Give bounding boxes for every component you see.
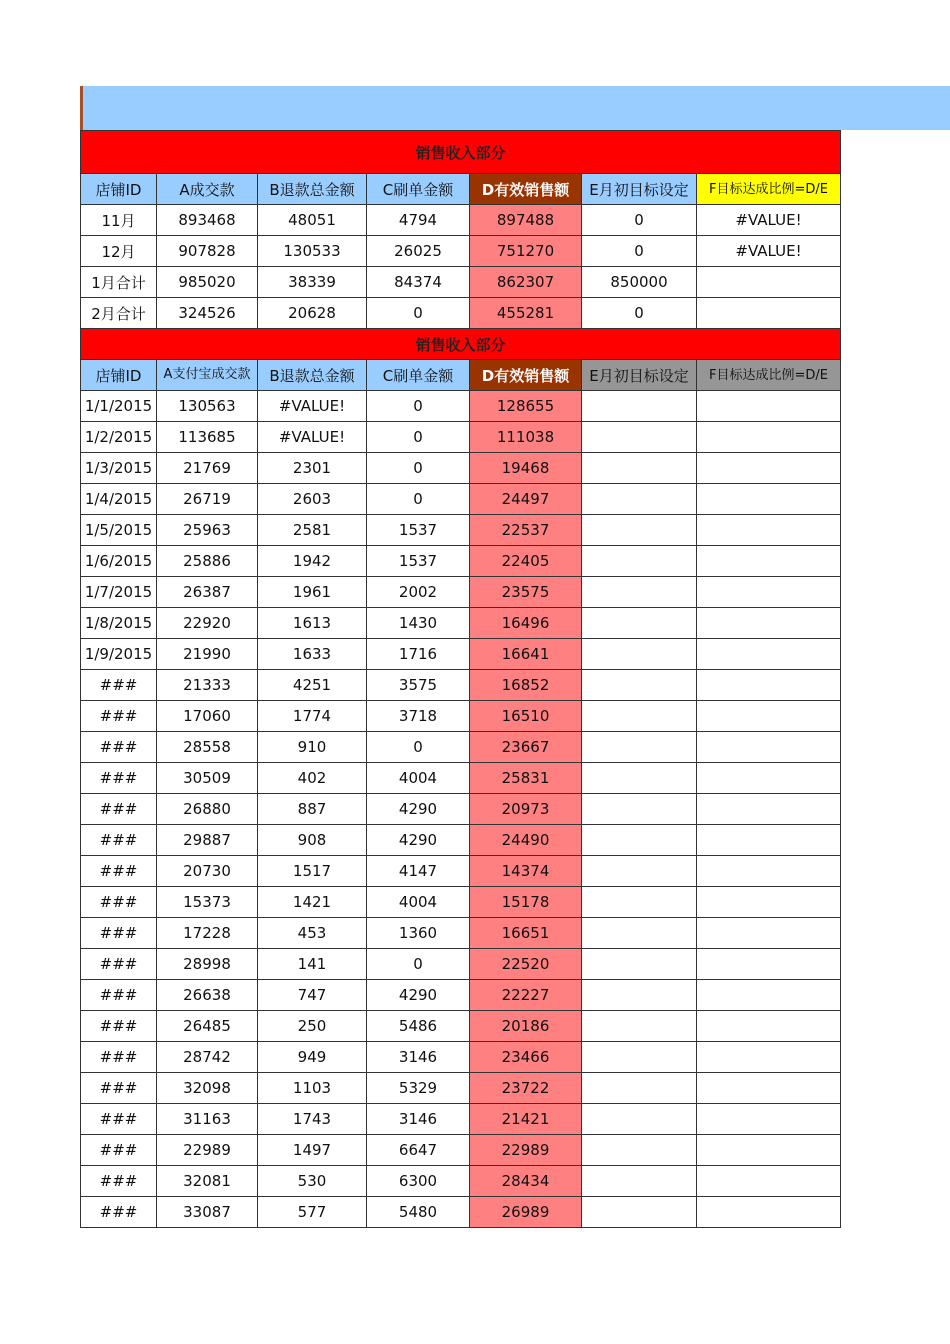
table-row: [81, 1197, 841, 1228]
cell-c: 2002: [367, 577, 470, 608]
cell-f: [697, 980, 841, 1011]
table-row: [81, 1166, 841, 1197]
cell-d: 16651: [470, 918, 582, 949]
cell-d: 128655: [470, 391, 582, 422]
cell-store-id: 1月合计: [81, 267, 157, 298]
cell-d: 14374: [470, 856, 582, 887]
cell-e: [582, 1073, 697, 1104]
cell-e: [582, 1197, 697, 1228]
cell-store-id: ###: [81, 1197, 157, 1228]
cell-f: [697, 484, 841, 515]
column-header-b: B退款总金额: [258, 174, 367, 205]
cell-f: [697, 949, 841, 980]
cell-f: [697, 546, 841, 577]
cell-b: 887: [258, 794, 367, 825]
cell-a: 26638: [157, 980, 258, 1011]
column-header-f: F目标达成比例=D/E: [697, 360, 841, 391]
cell-store-id: ###: [81, 856, 157, 887]
cell-b: 250: [258, 1011, 367, 1042]
cell-a: 130563: [157, 391, 258, 422]
cell-e: [582, 639, 697, 670]
cell-b: #VALUE!: [258, 422, 367, 453]
table-row: [81, 422, 841, 453]
cell-e: [582, 1135, 697, 1166]
cell-store-id: 1/5/2015: [81, 515, 157, 546]
summary-table: [80, 130, 841, 329]
cell-b: 402: [258, 763, 367, 794]
cell-c: 0: [367, 949, 470, 980]
cell-store-id: 12月: [81, 236, 157, 267]
cell-store-id: ###: [81, 1104, 157, 1135]
cell-c: 0: [367, 298, 470, 329]
table-row: [81, 577, 841, 608]
column-header-store-id: 店铺ID: [81, 360, 157, 391]
column-header-e: E月初目标设定: [582, 360, 697, 391]
cell-a: 26485: [157, 1011, 258, 1042]
cell-store-id: ###: [81, 825, 157, 856]
cell-a: 26387: [157, 577, 258, 608]
cell-b: 48051: [258, 205, 367, 236]
cell-f: [697, 856, 841, 887]
column-header-a: A支付宝成交款: [157, 360, 258, 391]
cell-c: 5486: [367, 1011, 470, 1042]
cell-b: 747: [258, 980, 367, 1011]
cell-d: 22989: [470, 1135, 582, 1166]
cell-b: 1743: [258, 1104, 367, 1135]
cell-f: [697, 701, 841, 732]
cell-store-id: 1/1/2015: [81, 391, 157, 422]
table-row: [81, 298, 841, 329]
cell-d: 20186: [470, 1011, 582, 1042]
cell-a: 33087: [157, 1197, 258, 1228]
table-row: [81, 1011, 841, 1042]
cell-store-id: ###: [81, 670, 157, 701]
cell-d: 24490: [470, 825, 582, 856]
cell-a: 324526: [157, 298, 258, 329]
cell-e: [582, 701, 697, 732]
cell-f: [697, 1197, 841, 1228]
cell-b: 1961: [258, 577, 367, 608]
cell-c: 4794: [367, 205, 470, 236]
cell-f: [697, 515, 841, 546]
table-row: [81, 205, 841, 236]
cell-b: 2301: [258, 453, 367, 484]
column-header-f: F目标达成比例=D/E: [697, 174, 841, 205]
cell-c: 3575: [367, 670, 470, 701]
cell-b: 20628: [258, 298, 367, 329]
cell-a: 26880: [157, 794, 258, 825]
cell-a: 32098: [157, 1073, 258, 1104]
cell-f: [697, 639, 841, 670]
cell-b: 1421: [258, 887, 367, 918]
cell-e: [582, 484, 697, 515]
cell-f: [697, 887, 841, 918]
cell-store-id: ###: [81, 887, 157, 918]
cell-f: [697, 1166, 841, 1197]
table-row: [81, 1104, 841, 1135]
cell-e: 0: [582, 236, 697, 267]
cell-a: 21769: [157, 453, 258, 484]
cell-f: [697, 1104, 841, 1135]
cell-f: [697, 391, 841, 422]
table-row: [81, 391, 841, 422]
cell-store-id: ###: [81, 763, 157, 794]
cell-c: 4290: [367, 980, 470, 1011]
cell-d: 22537: [470, 515, 582, 546]
cell-a: 21990: [157, 639, 258, 670]
cell-c: 4004: [367, 887, 470, 918]
cell-b: 910: [258, 732, 367, 763]
section-title-2: 销售收入部分: [81, 329, 841, 360]
column-header-store-id: 店铺ID: [81, 174, 157, 205]
cell-store-id: 1/6/2015: [81, 546, 157, 577]
cell-d: 23466: [470, 1042, 582, 1073]
table-row: [81, 1042, 841, 1073]
cell-a: 26719: [157, 484, 258, 515]
cell-d: 21421: [470, 1104, 582, 1135]
cell-e: [582, 856, 697, 887]
cell-b: 1103: [258, 1073, 367, 1104]
cell-b: 1774: [258, 701, 367, 732]
cell-e: [582, 1042, 697, 1073]
cell-e: [582, 1104, 697, 1135]
cell-d: 26989: [470, 1197, 582, 1228]
cell-e: [582, 546, 697, 577]
cell-e: [582, 949, 697, 980]
cell-a: 15373: [157, 887, 258, 918]
cell-a: 893468: [157, 205, 258, 236]
cell-b: 38339: [258, 267, 367, 298]
cell-a: 21333: [157, 670, 258, 701]
daily-table: [80, 328, 841, 1228]
cell-d: 22405: [470, 546, 582, 577]
cell-e: 850000: [582, 267, 697, 298]
cell-e: [582, 515, 697, 546]
cell-d: 23667: [470, 732, 582, 763]
cell-store-id: ###: [81, 1011, 157, 1042]
cell-a: 30509: [157, 763, 258, 794]
column-header-d: D有效销售额: [470, 174, 582, 205]
cell-a: 907828: [157, 236, 258, 267]
table-row: [81, 546, 841, 577]
cell-d: 22520: [470, 949, 582, 980]
cell-store-id: ###: [81, 1166, 157, 1197]
table-row: [81, 608, 841, 639]
cell-b: 908: [258, 825, 367, 856]
cell-e: [582, 763, 697, 794]
cell-a: 28742: [157, 1042, 258, 1073]
cell-b: 1497: [258, 1135, 367, 1166]
cell-store-id: 1/4/2015: [81, 484, 157, 515]
cell-store-id: ###: [81, 980, 157, 1011]
cell-a: 29887: [157, 825, 258, 856]
cell-e: [582, 453, 697, 484]
cell-b: 530: [258, 1166, 367, 1197]
cell-a: 31163: [157, 1104, 258, 1135]
cell-a: 17228: [157, 918, 258, 949]
cell-c: 5329: [367, 1073, 470, 1104]
cell-d: 15178: [470, 887, 582, 918]
column-header-c: C刷单金额: [367, 174, 470, 205]
cell-d: 22227: [470, 980, 582, 1011]
cell-store-id: ###: [81, 1135, 157, 1166]
cell-f: [697, 825, 841, 856]
cell-store-id: ###: [81, 1042, 157, 1073]
table-row: [81, 1073, 841, 1104]
cell-a: 17060: [157, 701, 258, 732]
cell-b: 2603: [258, 484, 367, 515]
cell-f: [697, 918, 841, 949]
table-row: [81, 856, 841, 887]
cell-d: 16510: [470, 701, 582, 732]
cell-b: 1613: [258, 608, 367, 639]
cell-c: 5480: [367, 1197, 470, 1228]
cell-b: 130533: [258, 236, 367, 267]
table-row: [81, 670, 841, 701]
cell-a: 113685: [157, 422, 258, 453]
cell-a: 25963: [157, 515, 258, 546]
cell-store-id: ###: [81, 949, 157, 980]
cell-e: [582, 825, 697, 856]
cell-e: [582, 391, 697, 422]
cell-f: [697, 1042, 841, 1073]
cell-f: [697, 1073, 841, 1104]
cell-d: 24497: [470, 484, 582, 515]
cell-c: 1360: [367, 918, 470, 949]
cell-c: 1537: [367, 515, 470, 546]
cell-d: 23575: [470, 577, 582, 608]
cell-b: 949: [258, 1042, 367, 1073]
cell-f: [697, 763, 841, 794]
cell-f: #VALUE!: [697, 236, 841, 267]
cell-f: [697, 577, 841, 608]
cell-d: 862307: [470, 267, 582, 298]
column-header-c: C刷单金额: [367, 360, 470, 391]
cell-d: 16641: [470, 639, 582, 670]
cell-e: [582, 577, 697, 608]
cell-e: [582, 980, 697, 1011]
cell-e: [582, 670, 697, 701]
cell-c: 1537: [367, 546, 470, 577]
table-row: [81, 918, 841, 949]
cell-c: 4290: [367, 825, 470, 856]
cell-a: 25886: [157, 546, 258, 577]
table-row: [81, 949, 841, 980]
table-row: [81, 453, 841, 484]
cell-c: 4290: [367, 794, 470, 825]
cell-f: [697, 1135, 841, 1166]
cell-a: 22920: [157, 608, 258, 639]
cell-c: 6647: [367, 1135, 470, 1166]
cell-d: 19468: [470, 453, 582, 484]
table-row: [81, 267, 841, 298]
cell-a: 22989: [157, 1135, 258, 1166]
table-row: [81, 732, 841, 763]
table-row: [81, 887, 841, 918]
cell-f: [697, 732, 841, 763]
table-row: [81, 701, 841, 732]
cell-store-id: ###: [81, 918, 157, 949]
table-row: [81, 484, 841, 515]
cell-d: 16852: [470, 670, 582, 701]
cell-d: 751270: [470, 236, 582, 267]
cell-c: 84374: [367, 267, 470, 298]
cell-d: 23722: [470, 1073, 582, 1104]
cell-a: 985020: [157, 267, 258, 298]
cell-e: [582, 1011, 697, 1042]
cell-f: [697, 267, 841, 298]
cell-c: 4004: [367, 763, 470, 794]
cell-c: 6300: [367, 1166, 470, 1197]
cell-a: 32081: [157, 1166, 258, 1197]
cell-store-id: 1/2/2015: [81, 422, 157, 453]
cell-b: 2581: [258, 515, 367, 546]
cell-c: 3146: [367, 1104, 470, 1135]
cell-a: 28998: [157, 949, 258, 980]
table-row: [81, 794, 841, 825]
cell-f: #VALUE!: [697, 205, 841, 236]
cell-c: 1716: [367, 639, 470, 670]
cell-store-id: 1/8/2015: [81, 608, 157, 639]
table-row: [81, 763, 841, 794]
cell-b: 1517: [258, 856, 367, 887]
cell-e: [582, 794, 697, 825]
cell-f: [697, 608, 841, 639]
table-row: [81, 980, 841, 1011]
column-header-e: E月初目标设定: [582, 174, 697, 205]
cell-store-id: ###: [81, 1073, 157, 1104]
cell-a: 28558: [157, 732, 258, 763]
table-row: [81, 515, 841, 546]
cell-a: 20730: [157, 856, 258, 887]
column-header-b: B退款总金额: [258, 360, 367, 391]
cell-store-id: 11月: [81, 205, 157, 236]
table-row: [81, 236, 841, 267]
cell-store-id: ###: [81, 794, 157, 825]
cell-c: 0: [367, 732, 470, 763]
cell-f: [697, 670, 841, 701]
cell-f: [697, 453, 841, 484]
cell-e: [582, 422, 697, 453]
cell-c: 4147: [367, 856, 470, 887]
cell-d: 897488: [470, 205, 582, 236]
cell-store-id: 1/3/2015: [81, 453, 157, 484]
cell-e: [582, 732, 697, 763]
cell-d: 20973: [470, 794, 582, 825]
cell-d: 28434: [470, 1166, 582, 1197]
cell-b: 1633: [258, 639, 367, 670]
cell-store-id: ###: [81, 701, 157, 732]
cell-b: 1942: [258, 546, 367, 577]
table-row: [81, 1135, 841, 1166]
cell-store-id: 1/9/2015: [81, 639, 157, 670]
cell-f: [697, 794, 841, 825]
cell-store-id: 1/7/2015: [81, 577, 157, 608]
cell-c: 26025: [367, 236, 470, 267]
cell-b: 453: [258, 918, 367, 949]
cell-e: [582, 887, 697, 918]
cell-c: 0: [367, 422, 470, 453]
cell-d: 16496: [470, 608, 582, 639]
cell-c: 3718: [367, 701, 470, 732]
cell-f: [697, 1011, 841, 1042]
column-header-a: A成交款: [157, 174, 258, 205]
cell-f: [697, 298, 841, 329]
cell-store-id: ###: [81, 732, 157, 763]
cell-d: 455281: [470, 298, 582, 329]
cell-b: #VALUE!: [258, 391, 367, 422]
cell-c: 0: [367, 453, 470, 484]
cell-d: 111038: [470, 422, 582, 453]
cell-b: 141: [258, 949, 367, 980]
cell-e: [582, 608, 697, 639]
cell-e: [582, 918, 697, 949]
section-title: 销售收入部分: [81, 131, 841, 174]
cell-c: 0: [367, 391, 470, 422]
cell-c: 0: [367, 484, 470, 515]
column-header-d: D有效销售额: [470, 360, 582, 391]
cell-store-id: 2月合计: [81, 298, 157, 329]
cell-d: 25831: [470, 763, 582, 794]
table-row: [81, 825, 841, 856]
header-banner: [80, 86, 950, 130]
cell-c: 1430: [367, 608, 470, 639]
cell-c: 3146: [367, 1042, 470, 1073]
cell-e: [582, 1166, 697, 1197]
cell-e: 0: [582, 205, 697, 236]
table-row: [81, 639, 841, 670]
cell-e: 0: [582, 298, 697, 329]
cell-b: 4251: [258, 670, 367, 701]
cell-f: [697, 422, 841, 453]
cell-b: 577: [258, 1197, 367, 1228]
